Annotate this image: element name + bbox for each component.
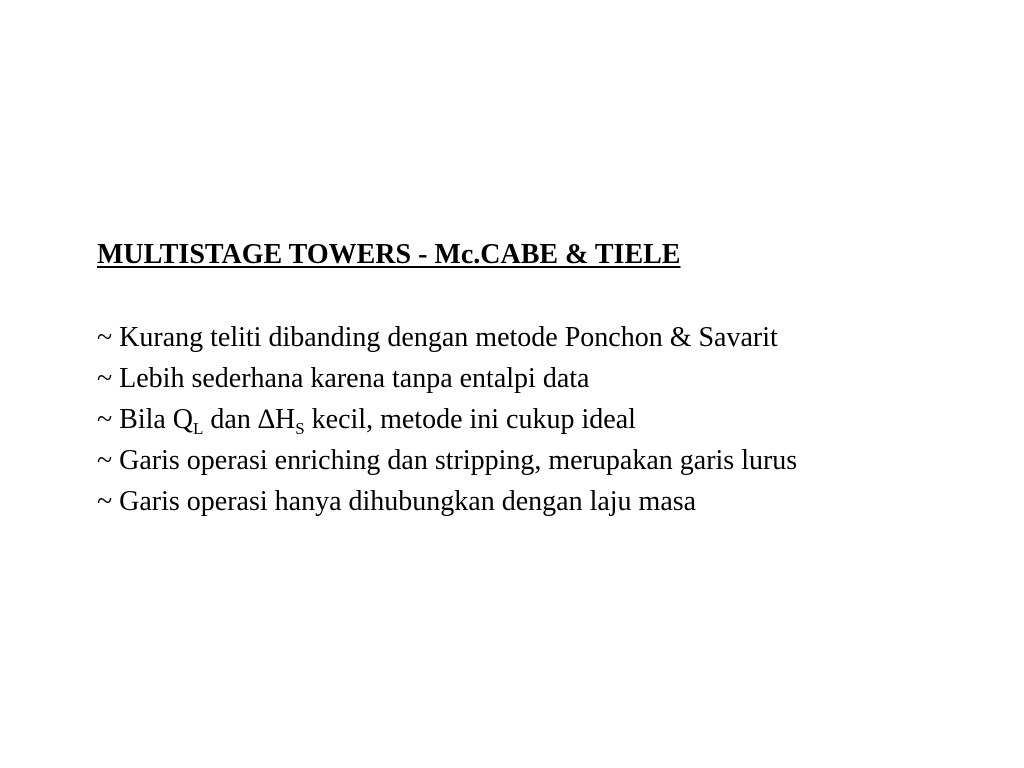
bullet-line-3-prefix: ~ Bila Q	[97, 404, 194, 435]
slide-title: MULTISTAGE TOWERS - Mc.CABE & TIELE	[97, 239, 681, 270]
bullet-line-4: ~ Garis operasi enriching dan stripping, merupakan garis lurus	[97, 445, 798, 476]
bullet-line-3	[97, 399, 997, 440]
bullet-line-1: ~ Kurang teliti dibanding dengan metode Ponchon & Savarit	[97, 322, 778, 353]
bullet-line-3-suffix: kecil, metode ini cukup ideal	[304, 404, 636, 435]
subscript-s: S	[295, 418, 305, 438]
bullet-line-5: ~ Garis operasi hanya dihubungkan dengan laju masa	[97, 486, 697, 517]
subscript-l: L	[193, 418, 204, 438]
slide-content	[97, 235, 997, 522]
bullet-line-3-mid: dan ∆H	[203, 404, 296, 435]
bullet-line-2: ~ Lebih sederhana karena tanpa entalpi data	[97, 363, 590, 394]
